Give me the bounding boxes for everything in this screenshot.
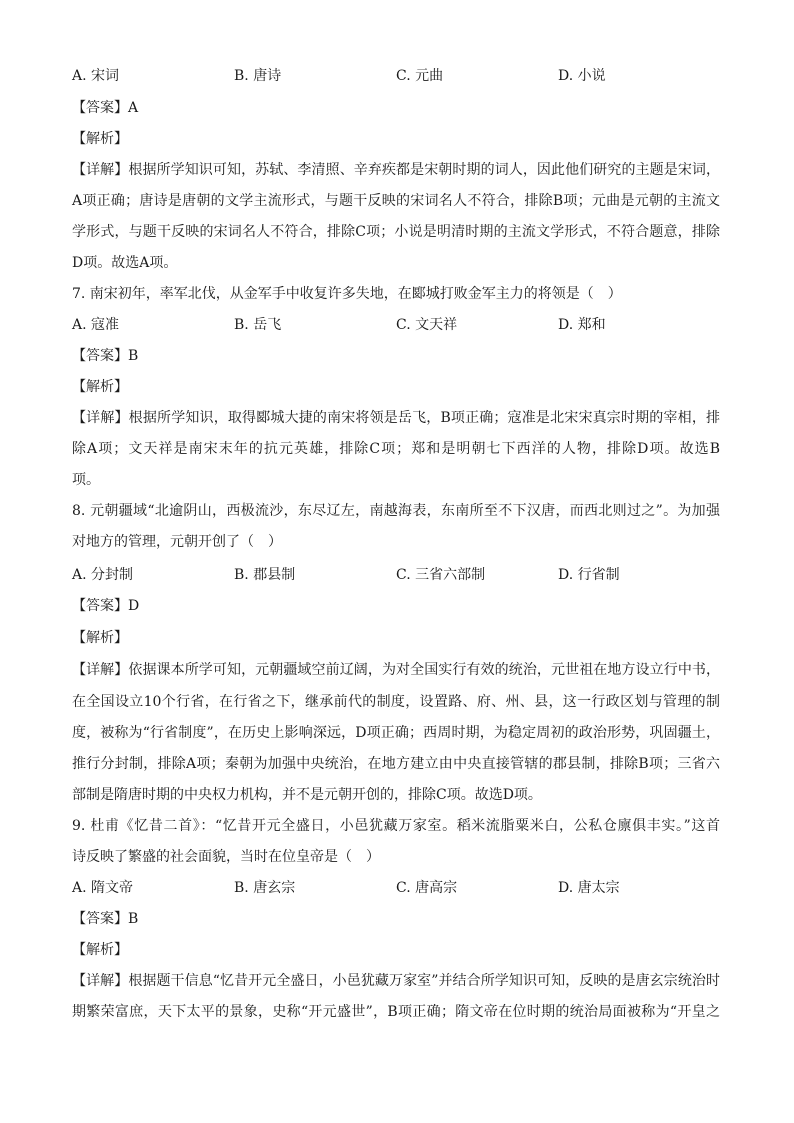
q6-detail-line: 【详解】根据所学知识可知，苏轼、李清照、辛弃疾都是宋朝时期的词人，因此他们研究的主题是宋词， bbox=[72, 162, 720, 178]
q7-option-d: D. 郑和 bbox=[558, 317, 606, 333]
q6-answer: 【答案】A bbox=[72, 100, 139, 116]
q7-option-a: A. 寇准 bbox=[72, 317, 120, 333]
q8-detail-line: 【详解】依据课本所学可知，元朝疆域空前辽阔，为对全国实行有效的统治，元世祖在地方设立行中书， bbox=[72, 662, 720, 678]
q6-option-c: C. 元曲 bbox=[396, 68, 444, 84]
q8-analysis-label: 【解析】 bbox=[72, 630, 128, 646]
q7-stem: 7. 南宋初年，率军北伐，从金军手中收复许多失地，在郾城打败金军主力的将领是（ ） bbox=[72, 286, 622, 302]
q8-answer: 【答案】D bbox=[72, 598, 140, 614]
q6-analysis-label: 【解析】 bbox=[72, 131, 128, 147]
q7-analysis-label: 【解析】 bbox=[72, 379, 128, 395]
q6-detail-line: 学形式，与题干反映的宋词名人不符合，排除C项；小说是明清时期的主流文学形式，不符合题意，排除 bbox=[72, 224, 720, 240]
q9-answer: 【答案】B bbox=[72, 911, 139, 927]
q8-detail-line: 度，被称为“行省制度”，在历史上影响深远，D项正确；西周时期，为稳定周初的政治形势，巩固疆土， bbox=[72, 725, 720, 741]
q9-option-b: B. 唐玄宗 bbox=[234, 880, 296, 896]
q7-detail-line: 【详解】根据所学知识，取得郾城大捷的南宋将领是岳飞，B项正确；寇准是北宋宋真宗时期的宰相，排 bbox=[72, 410, 720, 426]
q9-stem: 诗反映了繁盛的社会面貌，当时在位皇帝是（ ） bbox=[72, 849, 380, 865]
q7-option-b: B. 岳飞 bbox=[234, 317, 282, 333]
q7-detail-line: 除A项；文天祥是南宋末年的抗元英雄，排除C项；郑和是明朝七下西洋的人物，排除D项。故选B bbox=[72, 441, 720, 457]
q8-detail-line: 在全国设立10个行省，在行省之下，继承前代的制度，设置路、府、州、县，这一行政区划与管理的制 bbox=[72, 694, 720, 710]
q6-detail-line: A项正确；唐诗是唐朝的文学主流形式，与题干反映的宋词名人不符合，排除B项；元曲是元朝的主流文 bbox=[72, 193, 720, 209]
q6-option-b: B. 唐诗 bbox=[234, 68, 282, 84]
q7-answer: 【答案】B bbox=[72, 348, 139, 364]
q8-stem: 8. 元朝疆域“北逾阴山，西极流沙，东尽辽左，南越海表，东南所至不下汉唐，而西北则过之”。为加强 bbox=[72, 503, 720, 519]
q9-detail-line: 【详解】根据题干信息“忆昔开元全盛日，小邑犹藏万家室”并结合所学知识可知，反映的是唐玄宗统治时 bbox=[72, 973, 720, 989]
q9-option-c: C. 唐高宗 bbox=[396, 880, 458, 896]
q7-option-c: C. 文天祥 bbox=[396, 317, 458, 333]
q8-option-a: A. 分封制 bbox=[72, 567, 134, 583]
q8-option-b: B. 郡县制 bbox=[234, 567, 296, 583]
q6-option-d: D. 小说 bbox=[558, 68, 606, 84]
q9-analysis-label: 【解析】 bbox=[72, 942, 128, 958]
q9-option-a: A. 隋文帝 bbox=[72, 880, 134, 896]
q9-stem: 9. 杜甫《忆昔二首》：“忆昔开元全盛日，小邑犹藏万家室。稻米流脂粟米白，公私仓廪俱丰实。”这首 bbox=[72, 818, 720, 834]
q6-detail-line: D项。故选A项。 bbox=[72, 255, 178, 271]
q9-option-d: D. 唐太宗 bbox=[558, 880, 620, 896]
q8-stem: 对地方的管理，元朝开创了（ ） bbox=[72, 534, 282, 550]
q8-detail-line: 推行分封制，排除A项；秦朝为加强中央统治，在地方建立由中央直接管辖的郡县制，排除B项；三省六 bbox=[72, 756, 720, 772]
q9-detail-line: 期繁荣富庶，天下太平的景象，史称“开元盛世”，B项正确；隋文帝在位时期的统治局面被称为“开皇之 bbox=[72, 1004, 720, 1020]
q7-detail-line: 项。 bbox=[72, 472, 100, 488]
q8-option-d: D. 行省制 bbox=[558, 567, 620, 583]
q6-option-a: A. 宋词 bbox=[72, 68, 120, 84]
q8-detail-line: 部制是隋唐时期的中央权力机构，并不是元朝开创的，排除C项。故选D项。 bbox=[72, 787, 542, 803]
q8-option-c: C. 三省六部制 bbox=[396, 567, 486, 583]
